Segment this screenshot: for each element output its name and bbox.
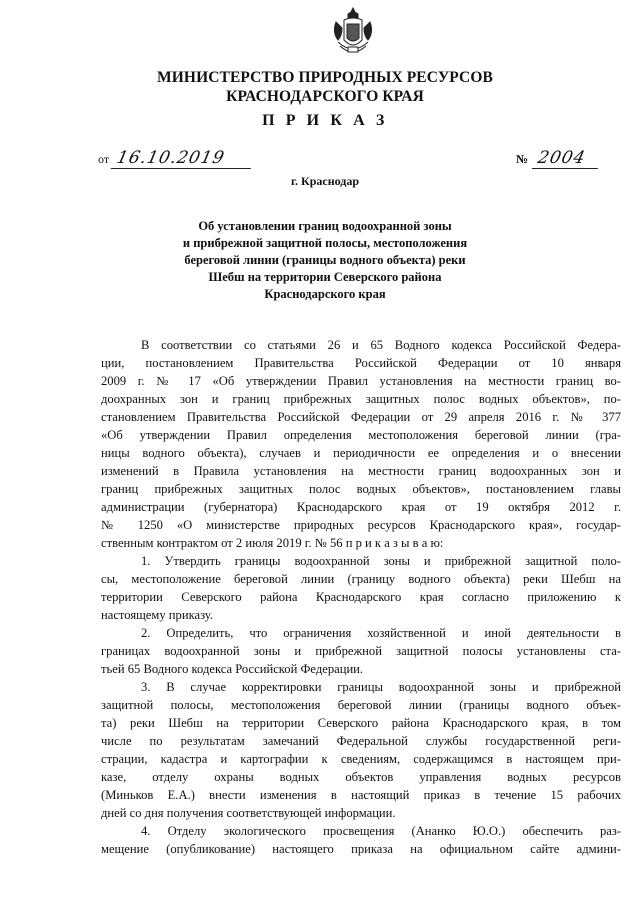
number-value: 2004	[532, 148, 602, 169]
subject-line: и прибрежной защитной полосы, местоположения	[182, 236, 468, 250]
ministry-title-line1: МИНИСТЕРСТВО ПРИРОДНЫХ РЕСУРСОВ	[157, 69, 493, 86]
subject-line: Шебш на территории Северского района	[208, 270, 442, 284]
date-prefix: от	[98, 152, 110, 166]
coat-of-arms-emblem	[330, 6, 376, 60]
city: г. Краснодар	[290, 174, 360, 188]
body-line: территории Северского района Краснодарского края согласно приложению к	[101, 590, 621, 604]
body-line: 1. Утвердить границы водоохранной зоны и прибрежной защитной поло-	[141, 554, 621, 568]
number-prefix: №	[516, 152, 529, 166]
body-line: защитной полосы, местоположения береговой линии (границы водного объек-	[101, 698, 621, 712]
order-subject	[130, 218, 520, 303]
order-date	[98, 148, 253, 169]
body-line: (Миньков Е.А.) внести изменения в настоящий приказ в течение 15 рабочих	[101, 788, 621, 802]
body-line: «Об утверждении Правил определения местоположения береговой линии (гра-	[101, 428, 621, 442]
body-line: сы, местоположение береговой линии (границу водного объекта) реки Шебш на	[101, 572, 621, 586]
body-line: числе по результатам замечаний Федеральной службы государственной реги-	[101, 734, 621, 748]
body-line: границ прибрежных защитных полос водных объектов», постановлением главы	[101, 482, 621, 496]
body-line: дней со дня получения соответствующей информации.	[101, 806, 396, 820]
body-line: становлением Правительства Российской Федерации от 29 апреля 2016 г. № 377	[101, 410, 621, 424]
subject-line: береговой линии (границы водного объекта) реки	[184, 253, 466, 267]
subject-line: Краснодарского края	[264, 287, 386, 301]
body-line: изменений в Правила установления на местности границ водоохранных зон и	[101, 464, 621, 478]
body-line: страции, кадастра и картографии к сведениям, содержащимся в настоящем при-	[101, 752, 621, 766]
body-line: границах водоохранной зоны и прибрежной защитной полосы установлены ста-	[101, 644, 621, 658]
body-line: В соответствии со статьями 26 и 65 Водного кодекса Российской Федера-	[141, 338, 621, 352]
body-line: ницы водного объекта), случаев и периодичности ее определения и о внесении	[101, 446, 621, 460]
body-line: 2009 г. № 17 «Об утверждении Правил установления на местности границ во-	[101, 374, 621, 388]
body-line: ции, постановлением Правительства Российской Федерации от 10 января	[101, 356, 621, 370]
ministry-title-line2: КРАСНОДАРСКОГО КРАЯ	[226, 88, 424, 105]
body-line: мещение (опубликование) настоящего приказа на официальном сайте админи-	[101, 842, 621, 856]
subject-line: Об установлении границ водоохранной зоны	[198, 219, 452, 233]
body-line: 3. В случае корректировки границы водоохранной зоны и прибрежной	[141, 680, 621, 694]
order-title: П Р И К А З	[262, 112, 388, 129]
order-number	[516, 148, 600, 169]
body-line: ственным контрактом от 2 июля 2019 г. № 56 п р и к а з ы в а ю:	[101, 536, 444, 550]
order-body	[101, 336, 621, 858]
body-line: 4. Отделу экологического просвещения (Ананко Ю.О.) обеспечить раз-	[141, 824, 621, 838]
ministry-title	[120, 68, 530, 106]
body-line: № 1250 «О министерстве природных ресурсов Краснодарского края», государ-	[101, 518, 621, 532]
body-line: казе, отделу охраны водных объектов управления водных ресурсов	[101, 770, 621, 784]
body-line: та) реки Шебш на территории Северского района Краснодарского края, в том	[101, 716, 621, 730]
body-line: настоящему приказу.	[101, 608, 213, 622]
body-line: администрации (губернатора) Краснодарского края от 19 октября 2012 г.	[101, 500, 621, 514]
body-line: тьей 65 Водного кодекса Российской Федерации.	[101, 662, 364, 676]
body-line: 2. Определить, что ограничения хозяйственной и иной деятельности в	[141, 626, 621, 640]
date-value: 16.10.2019	[111, 148, 255, 169]
body-line: доохранных зон и границ прибрежных защитных полос водных объектов», по-	[101, 392, 621, 406]
